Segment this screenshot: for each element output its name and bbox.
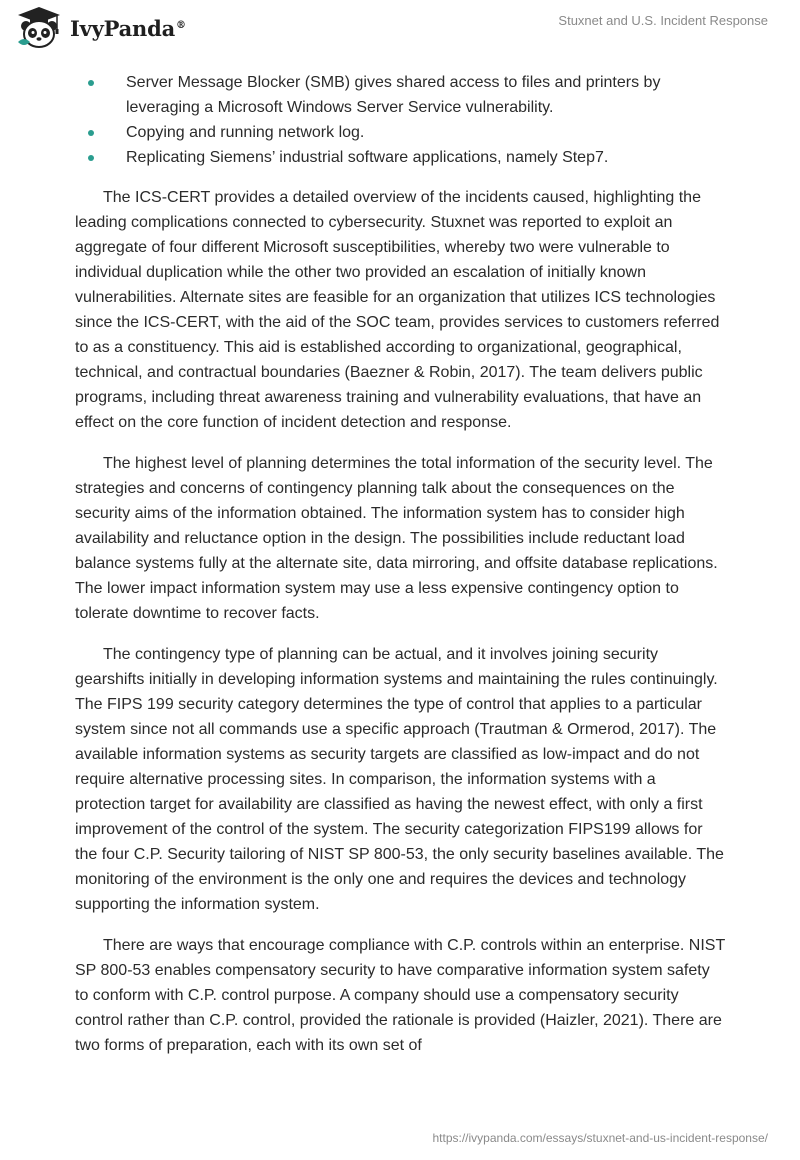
- list-item: Copying and running network log.: [75, 120, 725, 145]
- paragraph: The highest level of planning determines the total information of the security level. The strategies and concerns of contingency planning talk about the consequences on the security aims of the information obtained. The information system has to consider high availability and reluctance option in the design. The possibilities include reductant load balance systems fully at the alternate site, data mirroring, and offsite database replications. The lower impact information system may use a less expensive contingency option to tolerate downtime to recover facts.: [75, 455, 718, 622]
- bullet-icon: [88, 155, 94, 161]
- page-header: [0, 0, 800, 60]
- brand-name: IvyPanda®: [70, 15, 186, 41]
- list-item: Server Message Blocker (SMB) gives shared access to files and printers by leveraging a Microsoft Windows Server Service vulnerability.: [75, 70, 725, 120]
- list-item: Replicating Siemens’ industrial software applications, namely Step7.: [75, 145, 725, 170]
- paragraph: There are ways that encourage compliance with C.P. controls within an enterprise. NIST SP 800-53 enables compensatory security to have comparative information system safety to conform with C.P. control purpose. A company should use a compensatory security control rather than C.P. control, provided the rationale is provided (Haizler, 2021). There are two forms of preparation, each with its own set of: [75, 937, 725, 1054]
- document-title: Stuxnet and U.S. Incident Response: [558, 13, 768, 28]
- bullet-icon: [88, 130, 94, 136]
- bullet-list: [75, 70, 725, 170]
- panda-graduate-logo-icon: [14, 6, 64, 50]
- essay-body: [75, 70, 725, 1058]
- source-url-link[interactable]: https://ivypanda.com/essays/stuxnet-and-us-incident-response/: [432, 1131, 768, 1145]
- paragraph: The ICS-CERT provides a detailed overview of the incidents caused, highlighting the leading complications connected to cybersecurity. Stuxnet was reported to exploit an aggregate of four different Microsoft susceptibilities, whereby two were vulnerable to individual duplication while the other two provided an escalation of initially known vulnerabilities. Alternate sites are feasible for an organization that utilizes ICS technologies since the ICS-CERT, with the aid of the SOC team, provides services to customers referred to as a constituency. This aid is established according to organizational, geographical, technical, and contractual boundaries (Baezner & Robin, 2017). The team delivers public programs, including threat awareness training and vulnerability evaluations, that have an effect on the core function of incident detection and response.: [75, 189, 720, 431]
- logo[interactable]: [14, 6, 186, 50]
- paragraph: The contingency type of planning can be actual, and it involves joining security gearshifts initially in developing information systems and maintaining the rules continuingly. The FIPS 199 security category determines the type of control that applies to a particular system since not all commands use a specific approach (Trautman & Ormerod, 2017). The available information systems as security targets are classified as low-impact and do not require alternative processing sites. In comparison, the information systems with a protection target for availability are classified as having the newest effect, with only a first improvement of the control of the system. The security categorization FIPS199 allows for the four C.P. Security tailoring of NIST SP 800-53, the only security baselines available. The monitoring of the environment is the only one and requires the devices and technology supporting the information system.: [75, 646, 724, 913]
- bullet-icon: [88, 80, 94, 86]
